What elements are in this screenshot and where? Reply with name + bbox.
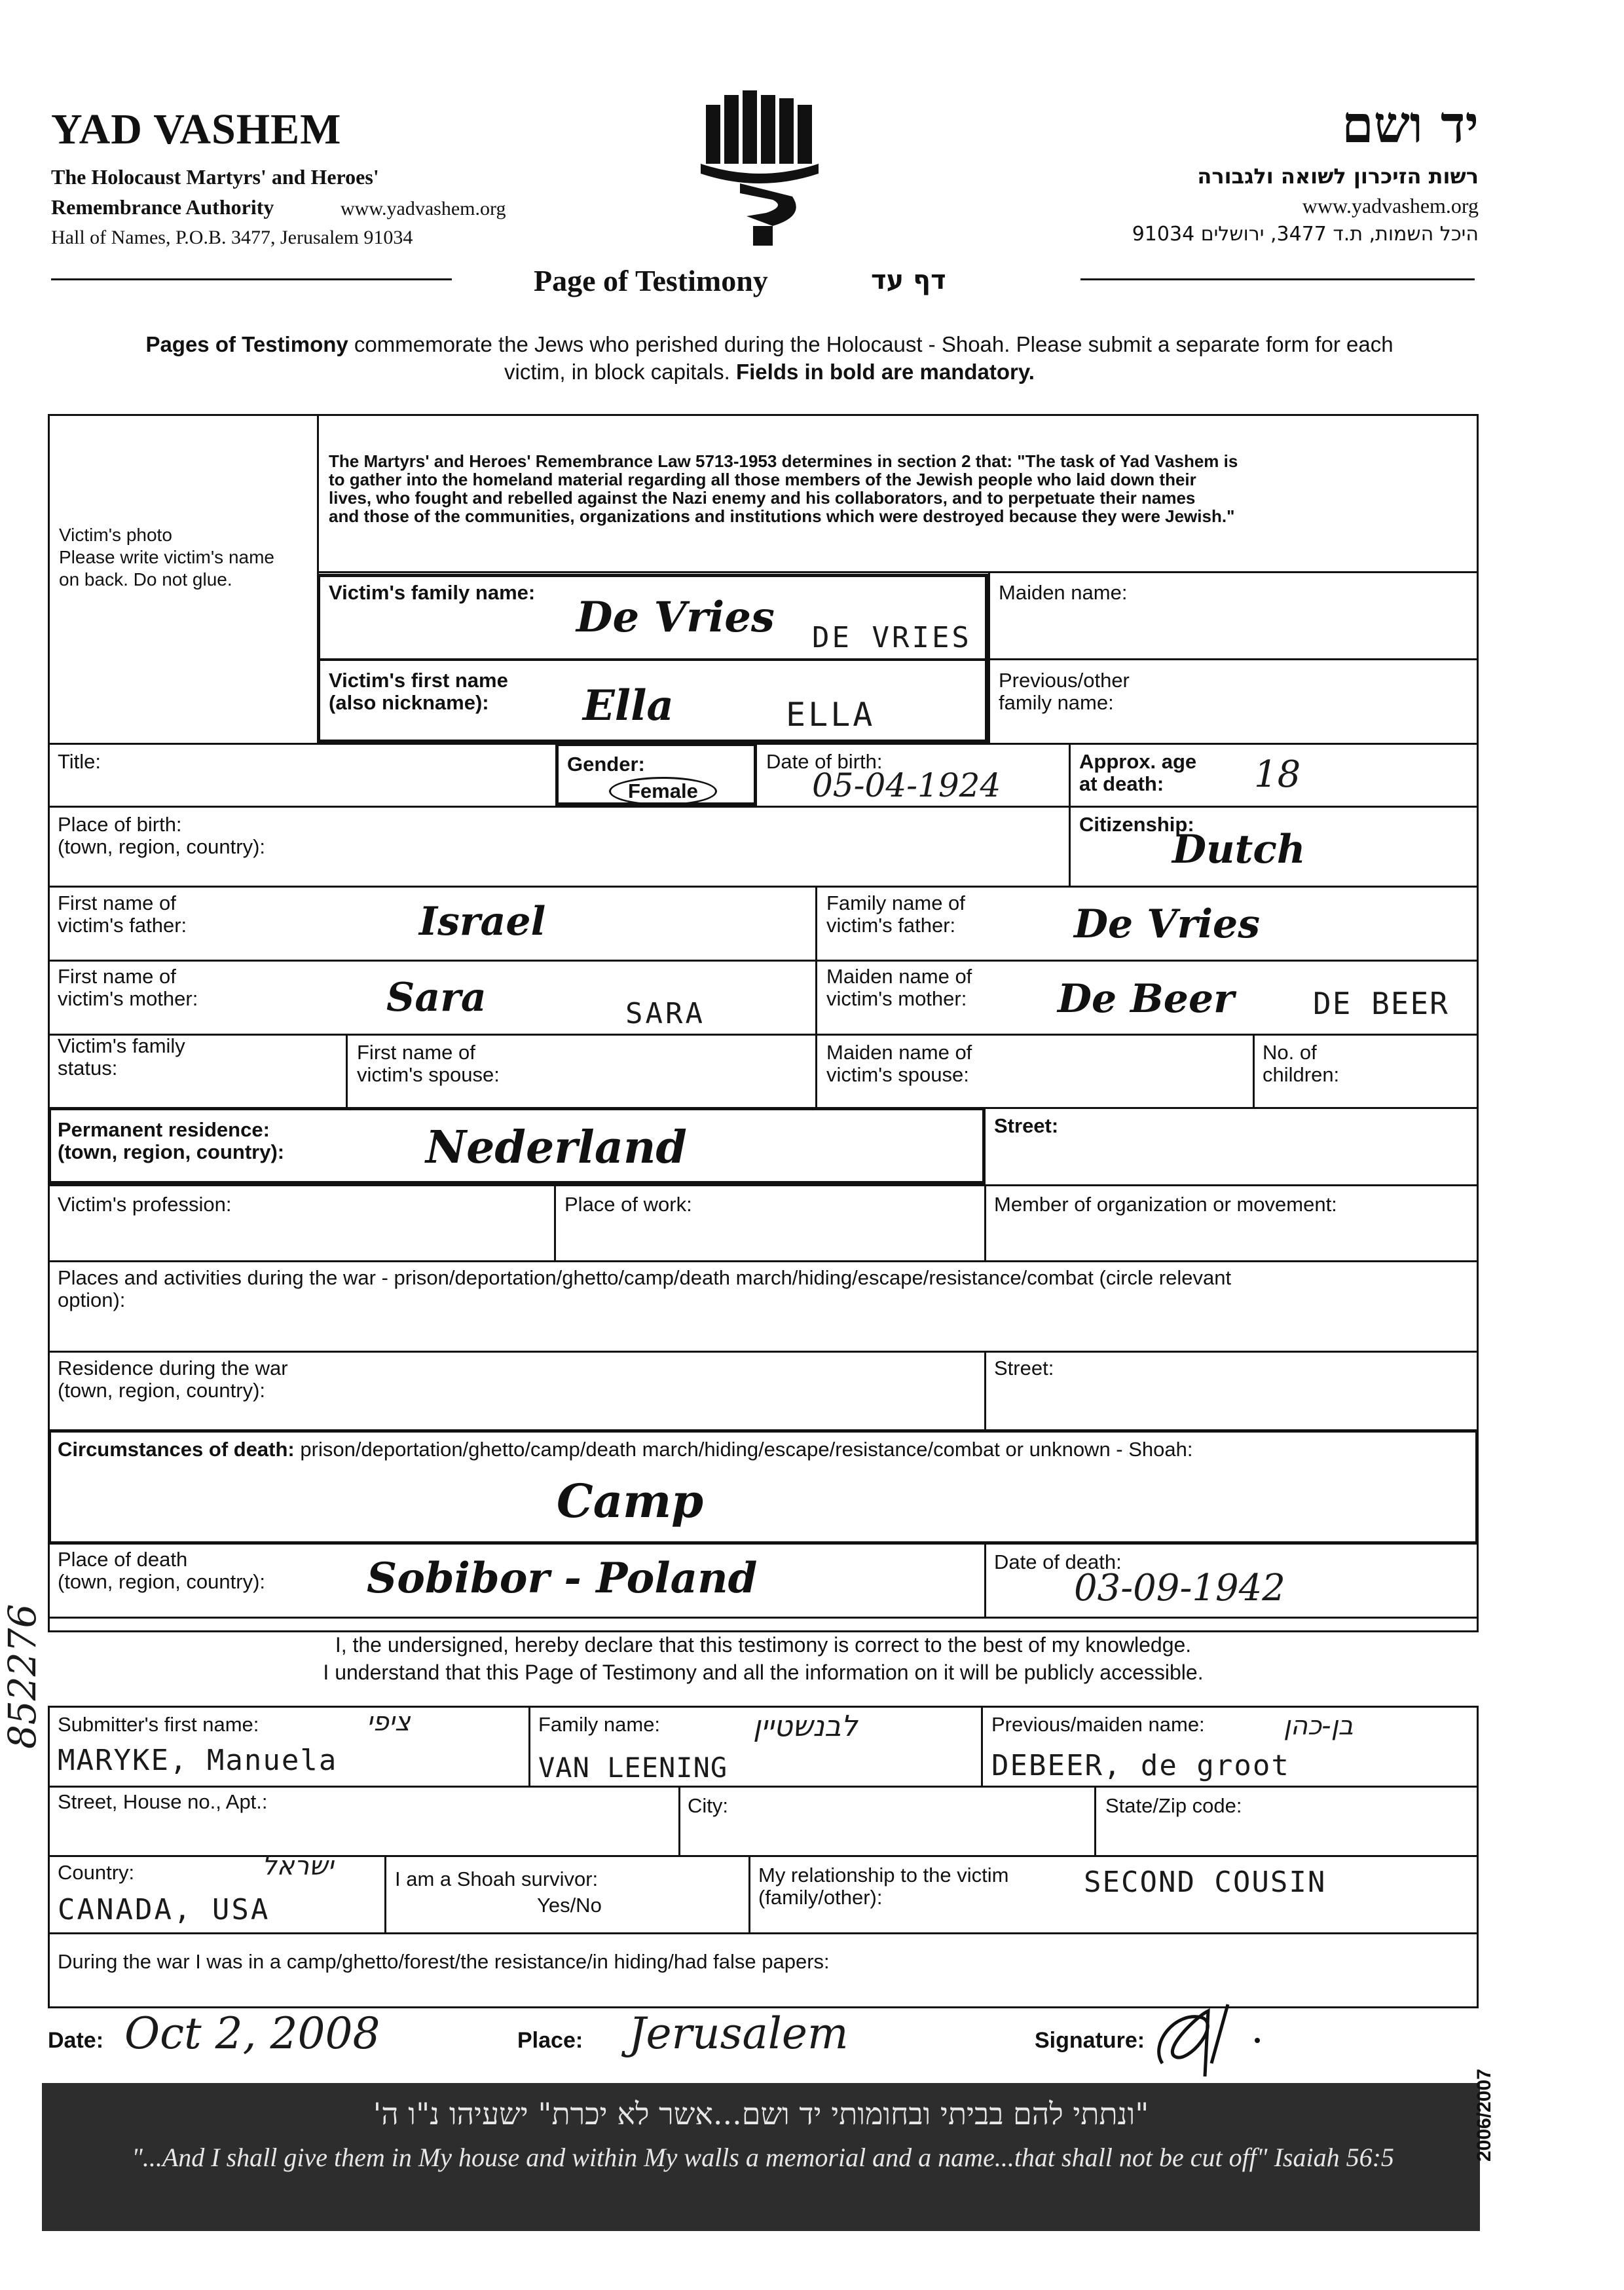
footer-hebrew: "ונתתי להם בביתי ובחומותי יד ושם...אשר לא יכרת" ישעיהו נ"ו ה' [373, 2096, 1149, 2131]
title-label: Title: [58, 750, 101, 773]
residence-label-2: (town, region, country): [58, 1140, 285, 1163]
age-label [1079, 751, 1196, 795]
address-he: היכל השמות, ת.ד 3477, ירושלים 91034 [1132, 223, 1479, 246]
intro-text [59, 331, 1480, 386]
submitter-family-value[interactable]: VAN LEENING [538, 1752, 728, 1784]
prev-family-label-2: family name: [999, 691, 1114, 714]
father-first-label [58, 892, 187, 937]
first-name-value[interactable]: Ella [583, 681, 674, 730]
relationship-label [758, 1864, 1008, 1909]
rule [981, 1706, 983, 1786]
law-line-1: The Martyrs' and Heroes' Remembrance Law 5713-1953 determines in section 2 that: "The task of Yad Vashem is [329, 451, 1238, 471]
father-family-value[interactable]: De Vries [1074, 901, 1261, 947]
submitter-prev-value[interactable]: DEBEER, de groot [991, 1749, 1290, 1782]
survivor-label: I am a Shoah survivor: [395, 1868, 599, 1890]
rule [48, 960, 1479, 962]
mother-maiden-print[interactable]: DE BEER [1313, 986, 1449, 1021]
photo-label-3: on back. Do not glue. [59, 569, 232, 590]
first-name-label [329, 669, 508, 714]
place-death-label-2: (town, region, country): [58, 1570, 266, 1593]
mother-first-label-2: victim's mother: [58, 987, 198, 1010]
relationship-value[interactable]: SECOND COUSIN [1084, 1866, 1327, 1899]
rule [1094, 1786, 1096, 1855]
family-name-print[interactable]: DE VRIES [812, 621, 972, 654]
first-name-label-1: Victim's first name [329, 669, 508, 692]
submitter-first-he[interactable]: ציפי [367, 1707, 411, 1737]
form-title-en: Page of Testimony [534, 264, 768, 297]
circumstances-label-rest: prison/deportation/ghetto/camp/death march/hiding/escape/resistance/combat or unknown - Shoah: [300, 1438, 1193, 1461]
family-status-label-1: Victim's family [58, 1034, 185, 1057]
place-label: Place: [517, 2028, 583, 2053]
law-line-3: lives, who fought and rebelled against the Nazi enemy and his collaborators, and to perpetuate their names [329, 488, 1196, 508]
survivor-value[interactable]: Yes/No [537, 1894, 602, 1917]
spouse-maiden-label [826, 1042, 972, 1086]
date-label: Date: [48, 2028, 104, 2053]
place-value[interactable]: Jerusalem [629, 2008, 849, 2059]
signature-scribble[interactable] [1149, 1991, 1280, 2083]
rule [678, 1786, 680, 1855]
rule [48, 1932, 1479, 1934]
war-location-label: During the war I was in a camp/ghetto/forest/the resistance/in hiding/had false papers: [58, 1950, 830, 1973]
residence-label-1: Permanent residence: [58, 1118, 270, 1141]
year-vertical: 2006/2007 [1473, 2069, 1495, 2162]
father-family-label [826, 892, 965, 937]
photo-instructions[interactable] [59, 524, 274, 591]
dob-value[interactable]: 05-04-1924 [812, 766, 1001, 804]
title-rule-left [51, 278, 452, 280]
signature-label: Signature: [1035, 2028, 1145, 2053]
photo-label-2: Please write victim's name [59, 547, 274, 567]
mother-first-label [58, 966, 198, 1010]
intro-bold-1: Pages of Testimony [145, 332, 348, 356]
profession-label: Victim's profession: [58, 1193, 232, 1216]
submitter-prev-label: Previous/maiden name: [991, 1713, 1205, 1736]
rule [48, 1260, 1479, 1262]
intro-rest-1: commemorate the Jews who perished during the Holocaust - Shoah. Please submit a separate form for each [354, 332, 1393, 356]
rule [48, 1184, 1479, 1186]
website-he: www.yadvashem.org [1302, 194, 1479, 217]
first-name-print[interactable]: ELLA [786, 696, 876, 734]
pob-label-1: Place of birth: [58, 813, 182, 836]
family-name-label: Victim's family name: [329, 581, 536, 604]
photo-label-1: Victim's photo [59, 525, 172, 545]
mother-maiden-label [826, 966, 972, 1010]
rule [317, 571, 1479, 573]
father-family-label-2: victim's father: [826, 914, 956, 937]
intro-bold-2: Fields in bold are mandatory. [735, 360, 1035, 384]
submitter-state-label: State/Zip code: [1105, 1794, 1242, 1817]
mother-maiden-value[interactable]: De Beer [1058, 976, 1234, 1022]
children-label-1: No. of [1263, 1041, 1317, 1064]
first-name-label-2: (also nickname): [329, 691, 489, 714]
rule [48, 806, 1479, 808]
submitter-family-he[interactable]: לבנשטיין [753, 1710, 858, 1743]
age-label-2: at death: [1079, 772, 1164, 795]
workplace-label: Place of work: [564, 1193, 692, 1216]
dob-label: Date of birth: [766, 750, 883, 773]
places-war-label-1: Places and activities during the war - prison/deportation/ghetto/camp/death march/hiding/escape/resistance/combat (circle relevant [58, 1266, 1232, 1289]
form-title-he: דף עד [871, 265, 946, 295]
place-death-label-1: Place of death [58, 1548, 188, 1571]
submitter-country-he[interactable]: ישראל [262, 1851, 334, 1881]
citizenship-value[interactable]: Dutch [1172, 827, 1306, 873]
margin-number: 852276 [0, 1604, 45, 1749]
mother-maiden-label-1: Maiden name of [826, 965, 972, 988]
pob-label [58, 814, 265, 858]
submitter-first-value[interactable]: MARYKE, Manuela [58, 1744, 338, 1777]
residence-war-label-1: Residence during the war [58, 1357, 288, 1380]
spouse-first-label [357, 1042, 500, 1086]
residence-war-label [58, 1357, 288, 1402]
rule [1253, 1034, 1255, 1107]
rule [48, 1351, 1479, 1353]
rule [1069, 743, 1071, 886]
submitter-street-label: Street, House no., Apt.: [58, 1790, 268, 1813]
submitter-country-value[interactable]: CANADA, USA [58, 1893, 270, 1926]
age-value[interactable]: 18 [1254, 753, 1301, 796]
circumstances-value[interactable]: Camp [557, 1474, 704, 1528]
yad-vashem-logo [694, 85, 825, 255]
rule [984, 1545, 986, 1617]
place-death-label [58, 1549, 265, 1593]
declaration-line-1: I, the undersigned, hereby declare that this testimony is correct to the best of my knowledge. [335, 1633, 1192, 1657]
declaration-line-2: I understand that this Page of Testimony and all the information on it will be publicly accessible. [323, 1661, 1204, 1684]
rule [48, 1786, 1479, 1788]
mother-first-value[interactable]: Sara [386, 975, 487, 1021]
org-sub1: The Holocaust Martyrs' and Heroes' [51, 165, 379, 189]
father-family-label-1: Family name of [826, 892, 965, 914]
law-line-2: to gather into the homeland material regarding all those members of the Jewish people who laid down their [329, 470, 1196, 489]
spouse-first-label-1: First name of [357, 1041, 475, 1064]
submitter-city-label: City: [688, 1794, 728, 1817]
family-name-value[interactable]: De Vries [576, 593, 775, 642]
rule [317, 658, 988, 661]
gender-label: Gender: [567, 753, 645, 776]
rule [554, 1184, 556, 1260]
children-label [1263, 1042, 1339, 1086]
residence-war-label-2: (town, region, country): [58, 1379, 266, 1402]
circumstances-label [58, 1438, 1192, 1461]
org-sub-he: רשות הזיכרון לשואה ולגבורה [1197, 164, 1479, 189]
mother-first-label-1: First name of [58, 965, 176, 988]
street-label: Street: [994, 1114, 1059, 1137]
family-status-label [58, 1035, 185, 1079]
maiden-name-label: Maiden name: [999, 581, 1128, 604]
children-label-2: children: [1263, 1063, 1340, 1086]
citizenship-label: Citizenship: [1079, 813, 1194, 836]
rule [984, 1351, 986, 1429]
submitter-first-label: Submitter's first name: [58, 1713, 259, 1736]
places-war-label-2: option): [58, 1288, 126, 1311]
mother-first-print[interactable]: SARA [625, 997, 705, 1030]
mother-maiden-label-2: victim's mother: [826, 987, 967, 1010]
rule [48, 886, 1479, 888]
submitter-prev-he[interactable]: בן-כהן [1283, 1711, 1354, 1741]
rule [528, 1706, 530, 1786]
rule [988, 571, 990, 743]
relationship-label-1: My relationship to the victim [758, 1864, 1009, 1886]
spouse-maiden-label-2: victim's spouse: [826, 1063, 969, 1086]
submitter-country-label: Country: [58, 1861, 135, 1884]
prev-family-label-1: Previous/other [999, 669, 1130, 692]
rule [815, 886, 817, 1107]
gender-value[interactable]: Female [609, 777, 717, 806]
rule [988, 658, 1479, 660]
member-label: Member of organization or movement: [994, 1193, 1337, 1216]
org-name-he: יד ושם [1342, 95, 1479, 155]
spouse-maiden-label-1: Maiden name of [826, 1041, 972, 1064]
circumstances-label-bold: Circumstances of death: [58, 1438, 295, 1461]
rule [48, 743, 1479, 745]
date-value[interactable]: Oct 2, 2008 [124, 2008, 380, 2059]
address-en: Hall of Names, P.O.B. 3477, Jerusalem 91034 [51, 227, 413, 248]
declaration [48, 1631, 1479, 1686]
title-rule-right [1080, 278, 1475, 280]
father-first-label-1: First name of [58, 892, 176, 914]
father-first-label-2: victim's father: [58, 914, 187, 937]
rule [984, 1184, 986, 1260]
prev-family-name-label [999, 669, 1130, 714]
age-label-1: Approx. age [1079, 750, 1197, 773]
place-death-value[interactable]: Sobibor - Poland [367, 1554, 758, 1603]
rule [48, 1617, 1479, 1619]
father-first-value[interactable]: Israel [419, 899, 546, 945]
org-name-en: YAD VASHEM [51, 105, 342, 153]
places-war-label [58, 1267, 1472, 1311]
law-line-4: and those of the communities, organizations and institutions which were destroyed because they were Jewish." [329, 506, 1235, 526]
website-en: www.yadvashem.org [341, 198, 506, 219]
pob-label-2: (town, region, country): [58, 835, 266, 858]
family-status-label-2: status: [58, 1057, 118, 1079]
org-sub2: Remembrance Authority [51, 195, 274, 219]
rule [48, 1034, 1479, 1036]
rule [384, 1855, 386, 1932]
relationship-label-2: (family/other): [758, 1886, 883, 1909]
date-death-label: Date of death: [994, 1550, 1122, 1573]
intro-rest-2: victim, in block capitals. [504, 360, 730, 384]
date-death-value[interactable]: 03-09-1942 [1074, 1567, 1285, 1609]
submitter-family-label: Family name: [538, 1713, 661, 1736]
rule [748, 1855, 750, 1932]
residence-value[interactable]: Nederland [426, 1121, 687, 1174]
rule [346, 1034, 348, 1107]
spouse-first-label-2: victim's spouse: [357, 1063, 500, 1086]
footer-english: "...And I shall give them in My house and within My walls a memorial and a name...that shall not be cut off" Isaiah 56:5 [132, 2143, 1394, 2172]
residence-label [58, 1119, 284, 1163]
law-text [329, 452, 1468, 525]
street-war-label: Street: [994, 1357, 1054, 1380]
